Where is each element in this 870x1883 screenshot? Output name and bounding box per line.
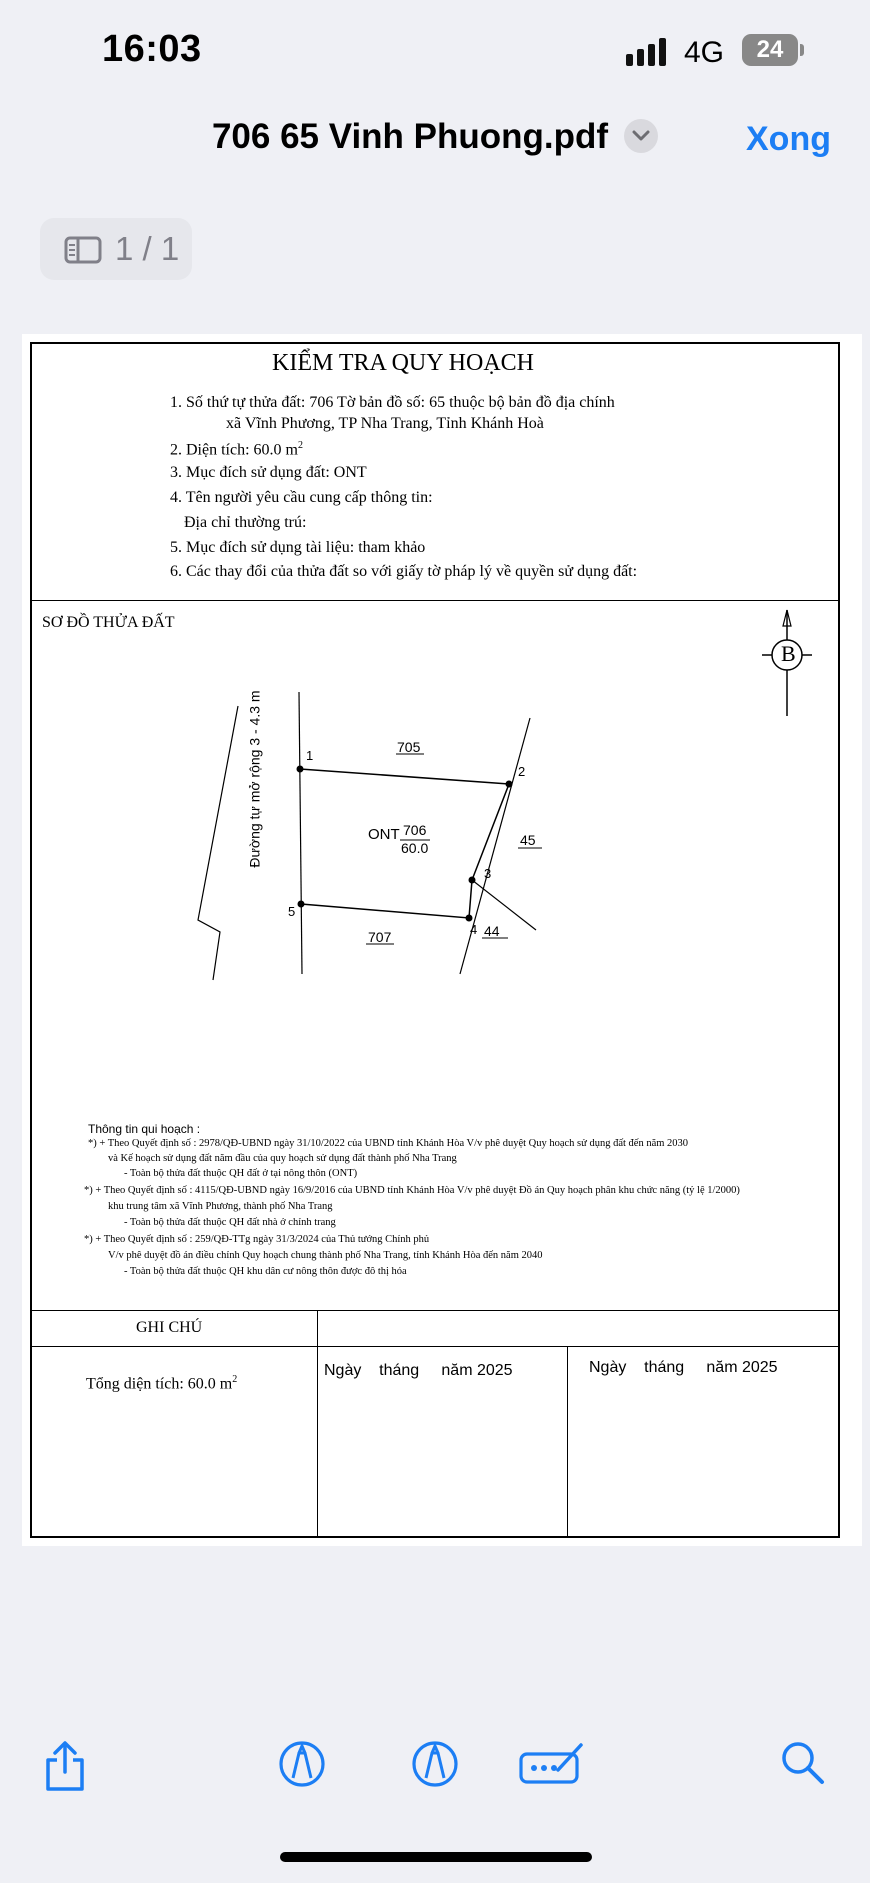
pdf-page[interactable]: [22, 334, 862, 1546]
page-count: 1 / 1: [115, 230, 180, 267]
planning-line-4: *) + Theo Quyết định số : 4115/QĐ-UBND ngày 16/9/2016 của UBND tỉnh Khánh Hòa V/v phê duyệt Đồ án Quy hoạch phân khu chức năng (tỷ lệ 1/2000): [84, 1185, 740, 1196]
markup-highlighter-icon[interactable]: [411, 1740, 459, 1788]
share-icon[interactable]: [40, 1740, 90, 1792]
doc-line-4b: Địa chỉ thường trú:: [184, 514, 307, 531]
vertex-1: 1: [306, 748, 314, 763]
document-title-text: 706 65 Vinh Phuong.pdf: [211, 117, 609, 156]
date-field-1: Ngày tháng năm 2025: [324, 1362, 513, 1379]
vertex-5: 5: [288, 904, 296, 919]
signal-icon: [626, 38, 672, 66]
parcel-707-label: 707: [368, 929, 392, 945]
col-divider-2: [567, 1346, 568, 1538]
signature-icon[interactable]: [518, 1740, 586, 1788]
area-unit-sup: 2: [297, 440, 303, 451]
parcel-area: 60.0: [401, 840, 429, 856]
total-area-text: Tổng diện tích: 60.0 m: [86, 1375, 233, 1393]
planning-line-9: - Toàn bộ thửa đất thuộc QH khu dân cư nông thôn được đô thị hóa: [124, 1266, 407, 1277]
page-indicator[interactable]: [40, 218, 192, 280]
parcel-45-label: 45: [520, 832, 536, 848]
planning-line-1: *) + Theo Quyết định số : 2978/QĐ-UBND ngày 31/10/2022 của UBND tỉnh Khánh Hòa V/v phê duyệt Quy hoạch sử dụng đất đến năm 2030: [88, 1138, 689, 1149]
planning-line-5: khu trung tâm xã Vĩnh Phương, thành phố Nha Trang: [108, 1201, 333, 1212]
doc-line-4: 4. Tên người yêu cầu cung cấp thông tin:: [170, 489, 433, 506]
doc-line-1b: xã Vĩnh Phương, TP Nha Trang, Tỉnh Khánh Hoà: [226, 415, 544, 432]
planning-line-3: - Toàn bộ thửa đất thuộc QH đất ở tại nông thôn (ONT): [124, 1168, 358, 1179]
divider-2: [32, 1310, 838, 1311]
done-button[interactable]: Xong: [746, 120, 831, 158]
battery-nub: [800, 44, 804, 56]
divider-3: [32, 1346, 838, 1347]
total-area-sup: 2: [232, 1374, 238, 1385]
document-frame: [30, 342, 840, 1538]
parcel-number: 706: [403, 822, 427, 838]
battery-icon: 24: [742, 34, 798, 66]
divider-1: [32, 600, 838, 601]
planning-line-2: và Kế hoạch sử dụng đất năm đầu của quy hoạch sử dụng đất thành phố Nha Trang: [108, 1153, 457, 1164]
note-label: GHI CHÚ: [136, 1319, 203, 1336]
status-time: 16:03: [102, 28, 202, 70]
planning-line-6: - Toàn bộ thửa đất thuộc QH đất nhà ở chỉnh trang: [124, 1217, 336, 1228]
planning-title: Thông tin qui hoạch :: [88, 1122, 201, 1136]
road-label: Đường tự mở rộng 3 - 4.3 m: [246, 690, 263, 868]
parcel-705-label: 705: [397, 739, 421, 755]
search-icon[interactable]: [780, 1740, 826, 1786]
markup-pen-icon[interactable]: [278, 1740, 326, 1788]
parcel-map: [32, 644, 838, 984]
section-title: SƠ ĐỒ THỬA ĐẤT: [42, 614, 175, 631]
vertex-3: 3: [484, 866, 492, 881]
sidebar-icon: [64, 236, 102, 264]
home-indicator[interactable]: [280, 1852, 592, 1862]
vertex-4: 4: [470, 922, 478, 937]
parcel-44-label: 44: [484, 923, 500, 939]
vertex-2: 2: [518, 764, 526, 779]
network-type: 4G: [684, 36, 725, 69]
doc-line-1: 1. Số thứ tự thửa đất: 706 Tờ bản đồ số: 65 thuộc bộ bản đồ địa chính: [170, 394, 615, 411]
doc-line-5: 5. Mục đích sử dụng tài liệu: tham khảo: [170, 539, 426, 556]
planning-line-8: V/v phê duyệt đồ án điều chỉnh Quy hoạch chung thành phố Nha Trang, tỉnh Khánh Hòa đến năm 2040: [108, 1250, 543, 1261]
planning-line-7: *) + Theo Quyết định số : 259/QĐ-TTg ngày 31/3/2024 của Thủ tướng Chính phủ: [84, 1234, 430, 1245]
doc-heading: KIỂM TRA QUY HOẠCH: [272, 350, 535, 376]
col-divider-1: [317, 1310, 318, 1538]
document-title[interactable]: [0, 117, 870, 157]
doc-line-2: [170, 440, 303, 459]
total-area: [86, 1374, 237, 1393]
area-text: 2. Diện tích: 60.0 m: [170, 441, 298, 459]
doc-line-6: 6. Các thay đổi của thửa đất so với giấy tờ pháp lý về quyền sử dụng đất:: [170, 563, 638, 580]
chevron-down-icon[interactable]: [624, 119, 658, 153]
doc-line-3: 3. Mục đích sử dụng đất: ONT: [170, 464, 367, 481]
compass-letter: B: [781, 641, 796, 666]
land-type-label: ONT: [368, 826, 400, 843]
date-field-2: Ngày tháng năm 2025: [589, 1359, 778, 1376]
